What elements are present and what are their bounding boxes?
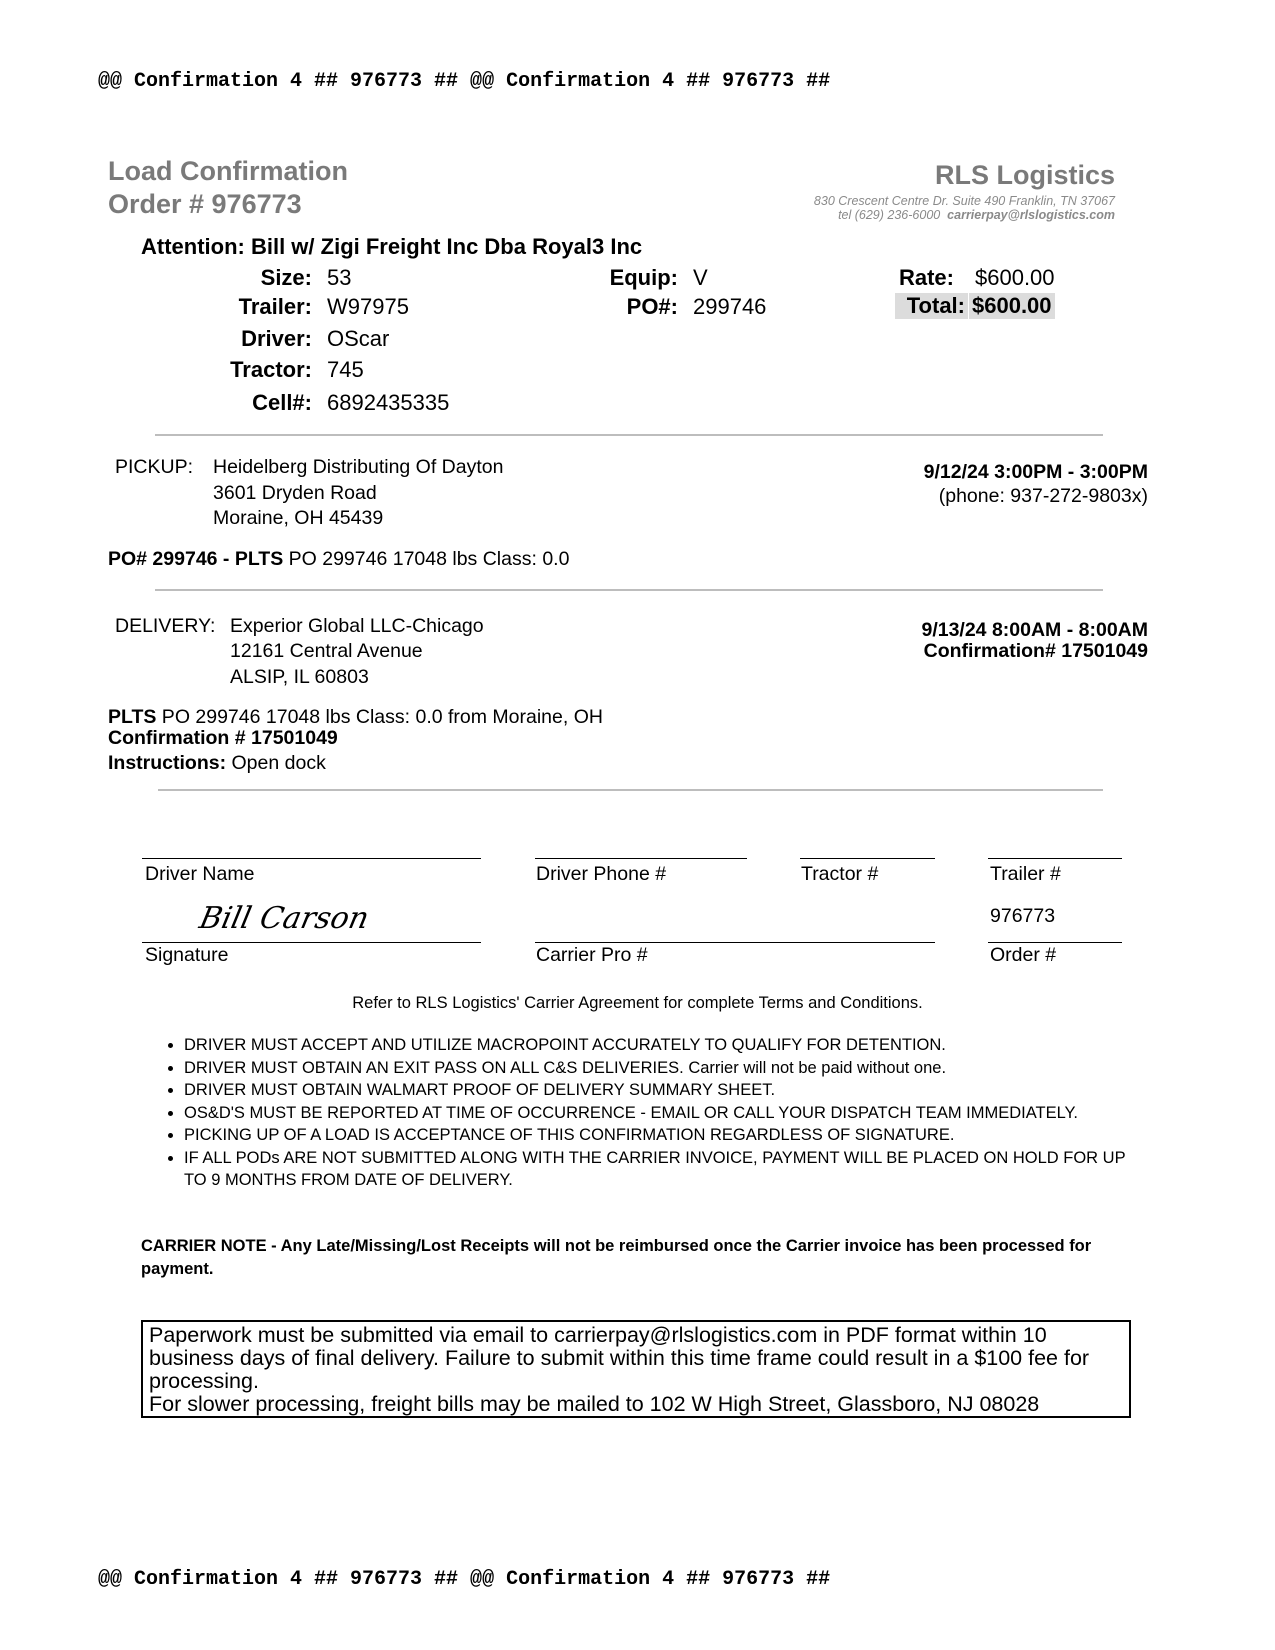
paperwork-line-2: For slower processing, freight bills may be mailed to 102 W High Street, Glassboro, NJ 08028	[149, 1392, 1040, 1416]
tractor-label: Tractor:	[230, 357, 312, 382]
rate-value: $600.00	[975, 265, 1055, 290]
instructions-label: Instructions:	[108, 752, 227, 774]
top-banner: @@ Confirmation 4 ## 976773 ## @@ Confirmation 4 ## 976773 ##	[98, 70, 831, 93]
company-phone: tel (629) 236-6000	[838, 208, 941, 222]
company-name: RLS Logistics	[934, 160, 1115, 190]
delivery-city: ALSIP, IL 60803	[230, 666, 369, 688]
trailer-label-sig: Trailer #	[990, 863, 1061, 885]
po-label: PO#:	[626, 294, 678, 319]
trailer-value: W97975	[327, 294, 409, 319]
tractor-label-sig: Tractor #	[801, 863, 879, 885]
equip-value: V	[693, 265, 708, 290]
divider-3	[158, 789, 1103, 791]
pickup-city: Moraine, OH 45439	[213, 507, 384, 529]
rule-item: • DRIVER MUST OBTAIN WALMART PROOF OF DELIVERY SUMMARY SHEET.	[184, 1079, 1134, 1102]
delivery-time: 9/13/24 8:00AM - 8:00AM	[921, 619, 1148, 641]
delivery-plts-rest: PO 299746 17048 lbs Class: 0.0 from Moraine, OH	[156, 706, 603, 728]
tractor-value: 745	[327, 357, 364, 382]
driver-name-line[interactable]	[142, 858, 481, 859]
driver-phone-label: Driver Phone #	[536, 863, 667, 885]
rules-list	[158, 1034, 1134, 1192]
rate-label: Rate:	[898, 265, 954, 290]
signature-script: Bill Carson	[196, 901, 373, 936]
driver-phone-line[interactable]	[535, 858, 747, 859]
instructions-line	[108, 752, 326, 775]
cell-label: Cell#:	[252, 390, 312, 415]
trailer-line[interactable]	[988, 858, 1122, 859]
order-value: 976773	[990, 905, 1056, 927]
pickup-po-bold: PO# 299746 - PLTS	[108, 548, 284, 570]
carrier-note: CARRIER NOTE - Any Late/Missing/Lost Receipts will not be reimbursed once the Carrier invoice has been processed for payment.	[141, 1237, 1092, 1278]
pickup-name: Heidelberg Distributing Of Dayton	[213, 456, 504, 478]
delivery-plts-line	[108, 706, 603, 729]
terms-reference: Refer to RLS Logistics' Carrier Agreement for complete Terms and Conditions.	[352, 994, 923, 1012]
company-address: 830 Crescent Centre Dr. Suite 490 Franklin, TN 37067	[813, 194, 1115, 208]
paperwork-box	[141, 1320, 1131, 1418]
delivery-street: 12161 Central Avenue	[230, 640, 423, 662]
equip-label: Equip:	[609, 265, 678, 290]
rule-item: • PICKING UP OF A LOAD IS ACCEPTANCE OF THIS CONFIRMATION REGARDLESS OF SIGNATURE.	[184, 1124, 1134, 1147]
order-number: Order # 976773	[108, 189, 302, 219]
rule-item: • IF ALL PODs ARE NOT SUBMITTED ALONG WITH THE CARRIER INVOICE, PAYMENT WILL BE PLACED ON HOLD FOR UP TO 9 MONTHS FROM DATE OF DELIVERY.	[184, 1147, 1134, 1192]
divider-2	[155, 589, 1103, 591]
rule-item: • OS&D'S MUST BE REPORTED AT TIME OF OCCURRENCE - EMAIL OR CALL YOUR DISPATCH TEAM IMMEDIATELY.	[184, 1102, 1134, 1125]
cell-value: 6892435335	[327, 390, 450, 415]
total-value: $600.00	[969, 293, 1055, 319]
delivery-conf-line: Confirmation # 17501049	[108, 727, 338, 749]
order-label: Order #	[990, 944, 1057, 966]
instructions-value: Open dock	[226, 752, 326, 774]
divider-1	[155, 434, 1103, 436]
po-value: 299746	[693, 294, 767, 319]
rule-item: • DRIVER MUST OBTAIN AN EXIT PASS ON ALL C&S DELIVERIES. Carrier will not be paid without one.	[184, 1057, 1134, 1080]
driver-value: OScar	[327, 326, 390, 351]
carrier-pro-line[interactable]	[535, 942, 935, 943]
delivery-label: DELIVERY:	[115, 615, 216, 637]
rule-item: • DRIVER MUST ACCEPT AND UTILIZE MACROPOINT ACCURATELY TO QUALIFY FOR DETENTION.	[184, 1034, 1134, 1057]
carrier-pro-label: Carrier Pro #	[536, 944, 648, 966]
pickup-po-rest: PO 299746 17048 lbs Class: 0.0	[283, 548, 570, 570]
pickup-street: 3601 Dryden Road	[213, 482, 377, 504]
size-label: Size:	[260, 265, 312, 290]
doc-title: Load Confirmation	[108, 156, 348, 186]
delivery-name: Experior Global LLC-Chicago	[230, 615, 484, 637]
tractor-line[interactable]	[800, 858, 935, 859]
total-label: Total:	[895, 293, 968, 319]
company-contact	[838, 208, 1115, 222]
delivery-confirmation: Confirmation# 17501049	[923, 640, 1148, 662]
driver-name-label: Driver Name	[145, 863, 255, 885]
order-line	[988, 942, 1122, 943]
size-value: 53	[327, 265, 352, 290]
pickup-po-line	[108, 548, 569, 571]
pickup-time: 9/12/24 3:00PM - 3:00PM	[923, 461, 1148, 483]
company-email[interactable]: carrierpay@rlslogistics.com	[947, 208, 1115, 222]
driver-label: Driver:	[241, 326, 312, 351]
paperwork-line-1: Paperwork must be submitted via email to carrierpay@rlslogistics.com in PDF format within 10 business days of final delivery. Failure to submit within this time frame could result in a $100 fee for processing.	[149, 1323, 1090, 1393]
pickup-phone: (phone: 937-272-9803x)	[938, 485, 1148, 507]
signature-label: Signature	[145, 944, 229, 966]
attention-line: Attention: Bill w/ Zigi Freight Inc Dba Royal3 Inc	[141, 234, 643, 259]
pickup-label: PICKUP:	[115, 456, 194, 478]
bottom-banner: @@ Confirmation 4 ## 976773 ## @@ Confirmation 4 ## 976773 ##	[98, 1568, 831, 1591]
signature-line[interactable]	[142, 942, 481, 943]
trailer-label: Trailer:	[238, 294, 312, 319]
delivery-plts-bold: PLTS	[108, 706, 157, 728]
